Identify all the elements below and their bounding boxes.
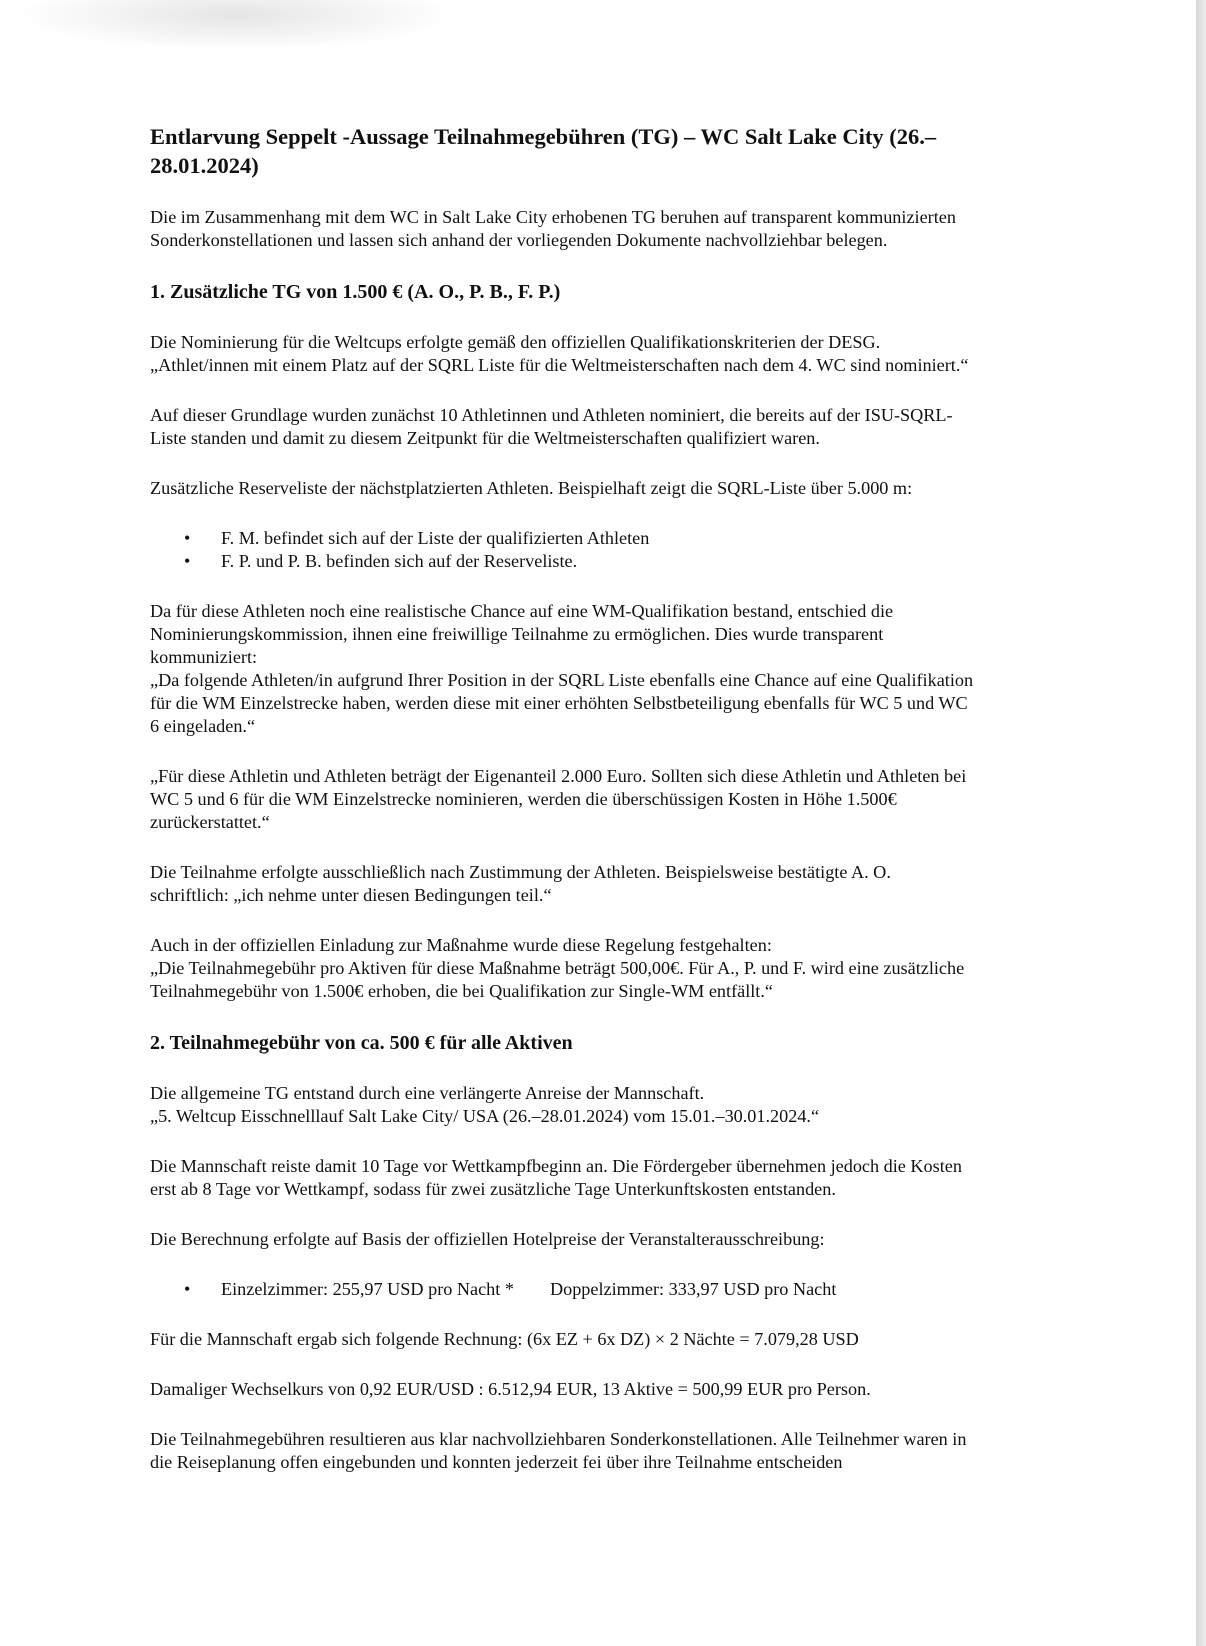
s1p5-line-2: WC 5 und 6 für die WM Einzelstrecke nominieren, werden die überschüssigen Kosten in Höhe 1.500€ <box>150 789 897 809</box>
s2p6-line-1: Die Teilnahmegebühren resultieren aus klar nachvollziehbaren Sonderkonstellationen. Alle Teilnehmer waren in <box>150 1429 967 1449</box>
section-2-paragraph-1 <box>150 1082 1066 1128</box>
single-room-price: Einzelzimmer: 255,97 USD pro Nacht * <box>221 1279 514 1299</box>
s2p2-line-2: erst ab 8 Tage vor Wettkampf, sodass für zwei zusätzliche Tage Unterkunftskosten entstanden. <box>150 1179 836 1199</box>
s1p7-line-3: Teilnahmegebühr von 1.500€ erhoben, die bei Qualifikation zur Single-WM entfällt.“ <box>150 981 773 1001</box>
section-1-paragraph-5 <box>150 765 1066 834</box>
s1p4-line-2: Nominierungskommission, ihnen eine freiwillige Teilnahme zu ermöglichen. Dies wurde transparent <box>150 624 884 644</box>
s1p7-line-2: „Die Teilnahmegebühr pro Aktiven für diese Maßnahme beträgt 500,00€. Für A., P. und F. wird eine zusätzliche <box>150 958 965 978</box>
s1p2-line-2: Liste standen und damit zu diesem Zeitpunkt für die Weltmeisterschaften qualifiziert waren. <box>150 428 820 448</box>
section-1-paragraph-4 <box>150 600 1066 738</box>
s2p1-line-2: „5. Weltcup Eisschnelllauf Salt Lake City/ USA (26.–28.01.2024) vom 15.01.–30.01.2024.“ <box>150 1106 820 1126</box>
list-item: • F. M. befindet sich auf der Liste der qualifizierten Athleten <box>150 527 1066 550</box>
s1p4-line-3: kommuniziert: <box>150 647 258 667</box>
s1p5-line-3: zurückerstattet.“ <box>150 812 270 832</box>
s1p6-line-2: schriftlich: „ich nehme unter diesen Bedingungen teil.“ <box>150 885 552 905</box>
document-title <box>150 122 1066 180</box>
section-2-paragraph-4: Für die Mannschaft ergab sich folgende Rechnung: (6x EZ + 6x DZ) × 2 Nächte = 7.079,28 USD <box>150 1329 859 1349</box>
s1p4-line-6: 6 eingeladen.“ <box>150 716 256 736</box>
list-item: • F. P. und P. B. befinden sich auf der Reserveliste. <box>150 550 1066 573</box>
intro-paragraph <box>150 206 1066 252</box>
s2p1-line-1: Die allgemeine TG entstand durch eine verlängerte Anreise der Mannschaft. <box>150 1083 705 1103</box>
section-1-paragraph-6 <box>150 861 1066 907</box>
s1p6-line-1: Die Teilnahme erfolgte ausschließlich nach Zustimmung der Athleten. Beispielsweise bestätigte A. O. <box>150 862 891 882</box>
s1p1-line-2: „Athlet/innen mit einem Platz auf der SQRL Liste für die Weltmeisterschaften nach dem 4. WC sind nominiert.“ <box>150 355 969 375</box>
intro-line-1: Die im Zusammenhang mit dem WC in Salt Lake City erhobenen TG beruhen auf transparent kommunizierten <box>150 207 956 227</box>
double-room-price: Doppelzimmer: 333,97 USD pro Nacht <box>549 1279 837 1299</box>
hotel-price-list <box>150 1278 1066 1301</box>
title-line-2: 28.01.2024) <box>150 153 259 178</box>
section-1-paragraph-3: Zusätzliche Reserveliste der nächstplatzierten Athleten. Beispielhaft zeigt die SQRL-Liste über 5.000 m: <box>150 478 913 498</box>
section-1-paragraph-2 <box>150 404 1066 450</box>
section-1-paragraph-1 <box>150 331 1066 377</box>
s1p2-line-1: Auf dieser Grundlage wurden zunächst 10 Athletinnen und Athleten nominiert, die bereits auf der ISU-SQRL- <box>150 405 953 425</box>
title-line-1: Entlarvung Seppelt -Aussage Teilnahmegebühren (TG) – WC Salt Lake City (26.– <box>150 124 937 149</box>
list-item <box>150 1278 1066 1301</box>
document-body <box>150 122 1066 1501</box>
s1p1-line-1: Die Nominierung für die Weltcups erfolgte gemäß den offiziellen Qualifikationskriterien der DESG. <box>150 332 881 352</box>
section-1-heading: 1. Zusätzliche TG von 1.500 € (A. O., P. B., F. P.) <box>150 281 561 303</box>
intro-line-2: Sonderkonstellationen und lassen sich anhand der vorliegenden Dokumente nachvollziehbar belegen. <box>150 230 888 250</box>
section-2-heading: 2. Teilnahmegebühr von ca. 500 € für alle Aktiven <box>150 1032 573 1054</box>
section-1-paragraph-7 <box>150 934 1066 1003</box>
section-2-paragraph-5: Damaliger Wechselkurs von 0,92 EUR/USD : 6.512,94 EUR, 13 Aktive = 500,99 EUR pro Person. <box>150 1379 871 1399</box>
page-edge-shadow <box>1196 0 1206 1646</box>
s1p4-line-5: für die WM Einzelstrecke haben, werden diese mit einer erhöhten Selbstbeteiligung ebenfalls für WC 5 und WC <box>150 693 968 713</box>
section-2-paragraph-3: Die Berechnung erfolgte auf Basis der offiziellen Hotelpreise der Veranstalterausschreibung: <box>150 1229 825 1249</box>
s1p4-line-4: „Da folgende Athleten/in aufgrund Ihrer Position in der SQRL Liste ebenfalls eine Chance auf eine Qualifikation <box>150 670 974 690</box>
section-2-paragraph-2 <box>150 1155 1066 1201</box>
s2p2-line-1: Die Mannschaft reiste damit 10 Tage vor Wettkampfbeginn an. Die Fördergeber übernehmen jedoch die Kosten <box>150 1156 962 1176</box>
s1p4-line-1: Da für diese Athleten noch eine realistische Chance auf eine WM-Qualifikation bestand, entschied die <box>150 601 894 621</box>
sqrl-bullet-list <box>150 527 1066 573</box>
s2p6-line-2: die Reiseplanung offen eingebunden und konnten jederzeit fei über ihre Teilnahme entscheiden <box>150 1452 843 1472</box>
s1p5-line-1: „Für diese Athletin und Athleten beträgt der Eigenanteil 2.000 Euro. Sollten sich diese Athletin und Athleten bei <box>150 766 967 786</box>
s1p7-line-1: Auch in der offiziellen Einladung zur Maßnahme wurde diese Regelung festgehalten: <box>150 935 772 955</box>
section-2-paragraph-6 <box>150 1428 1066 1474</box>
